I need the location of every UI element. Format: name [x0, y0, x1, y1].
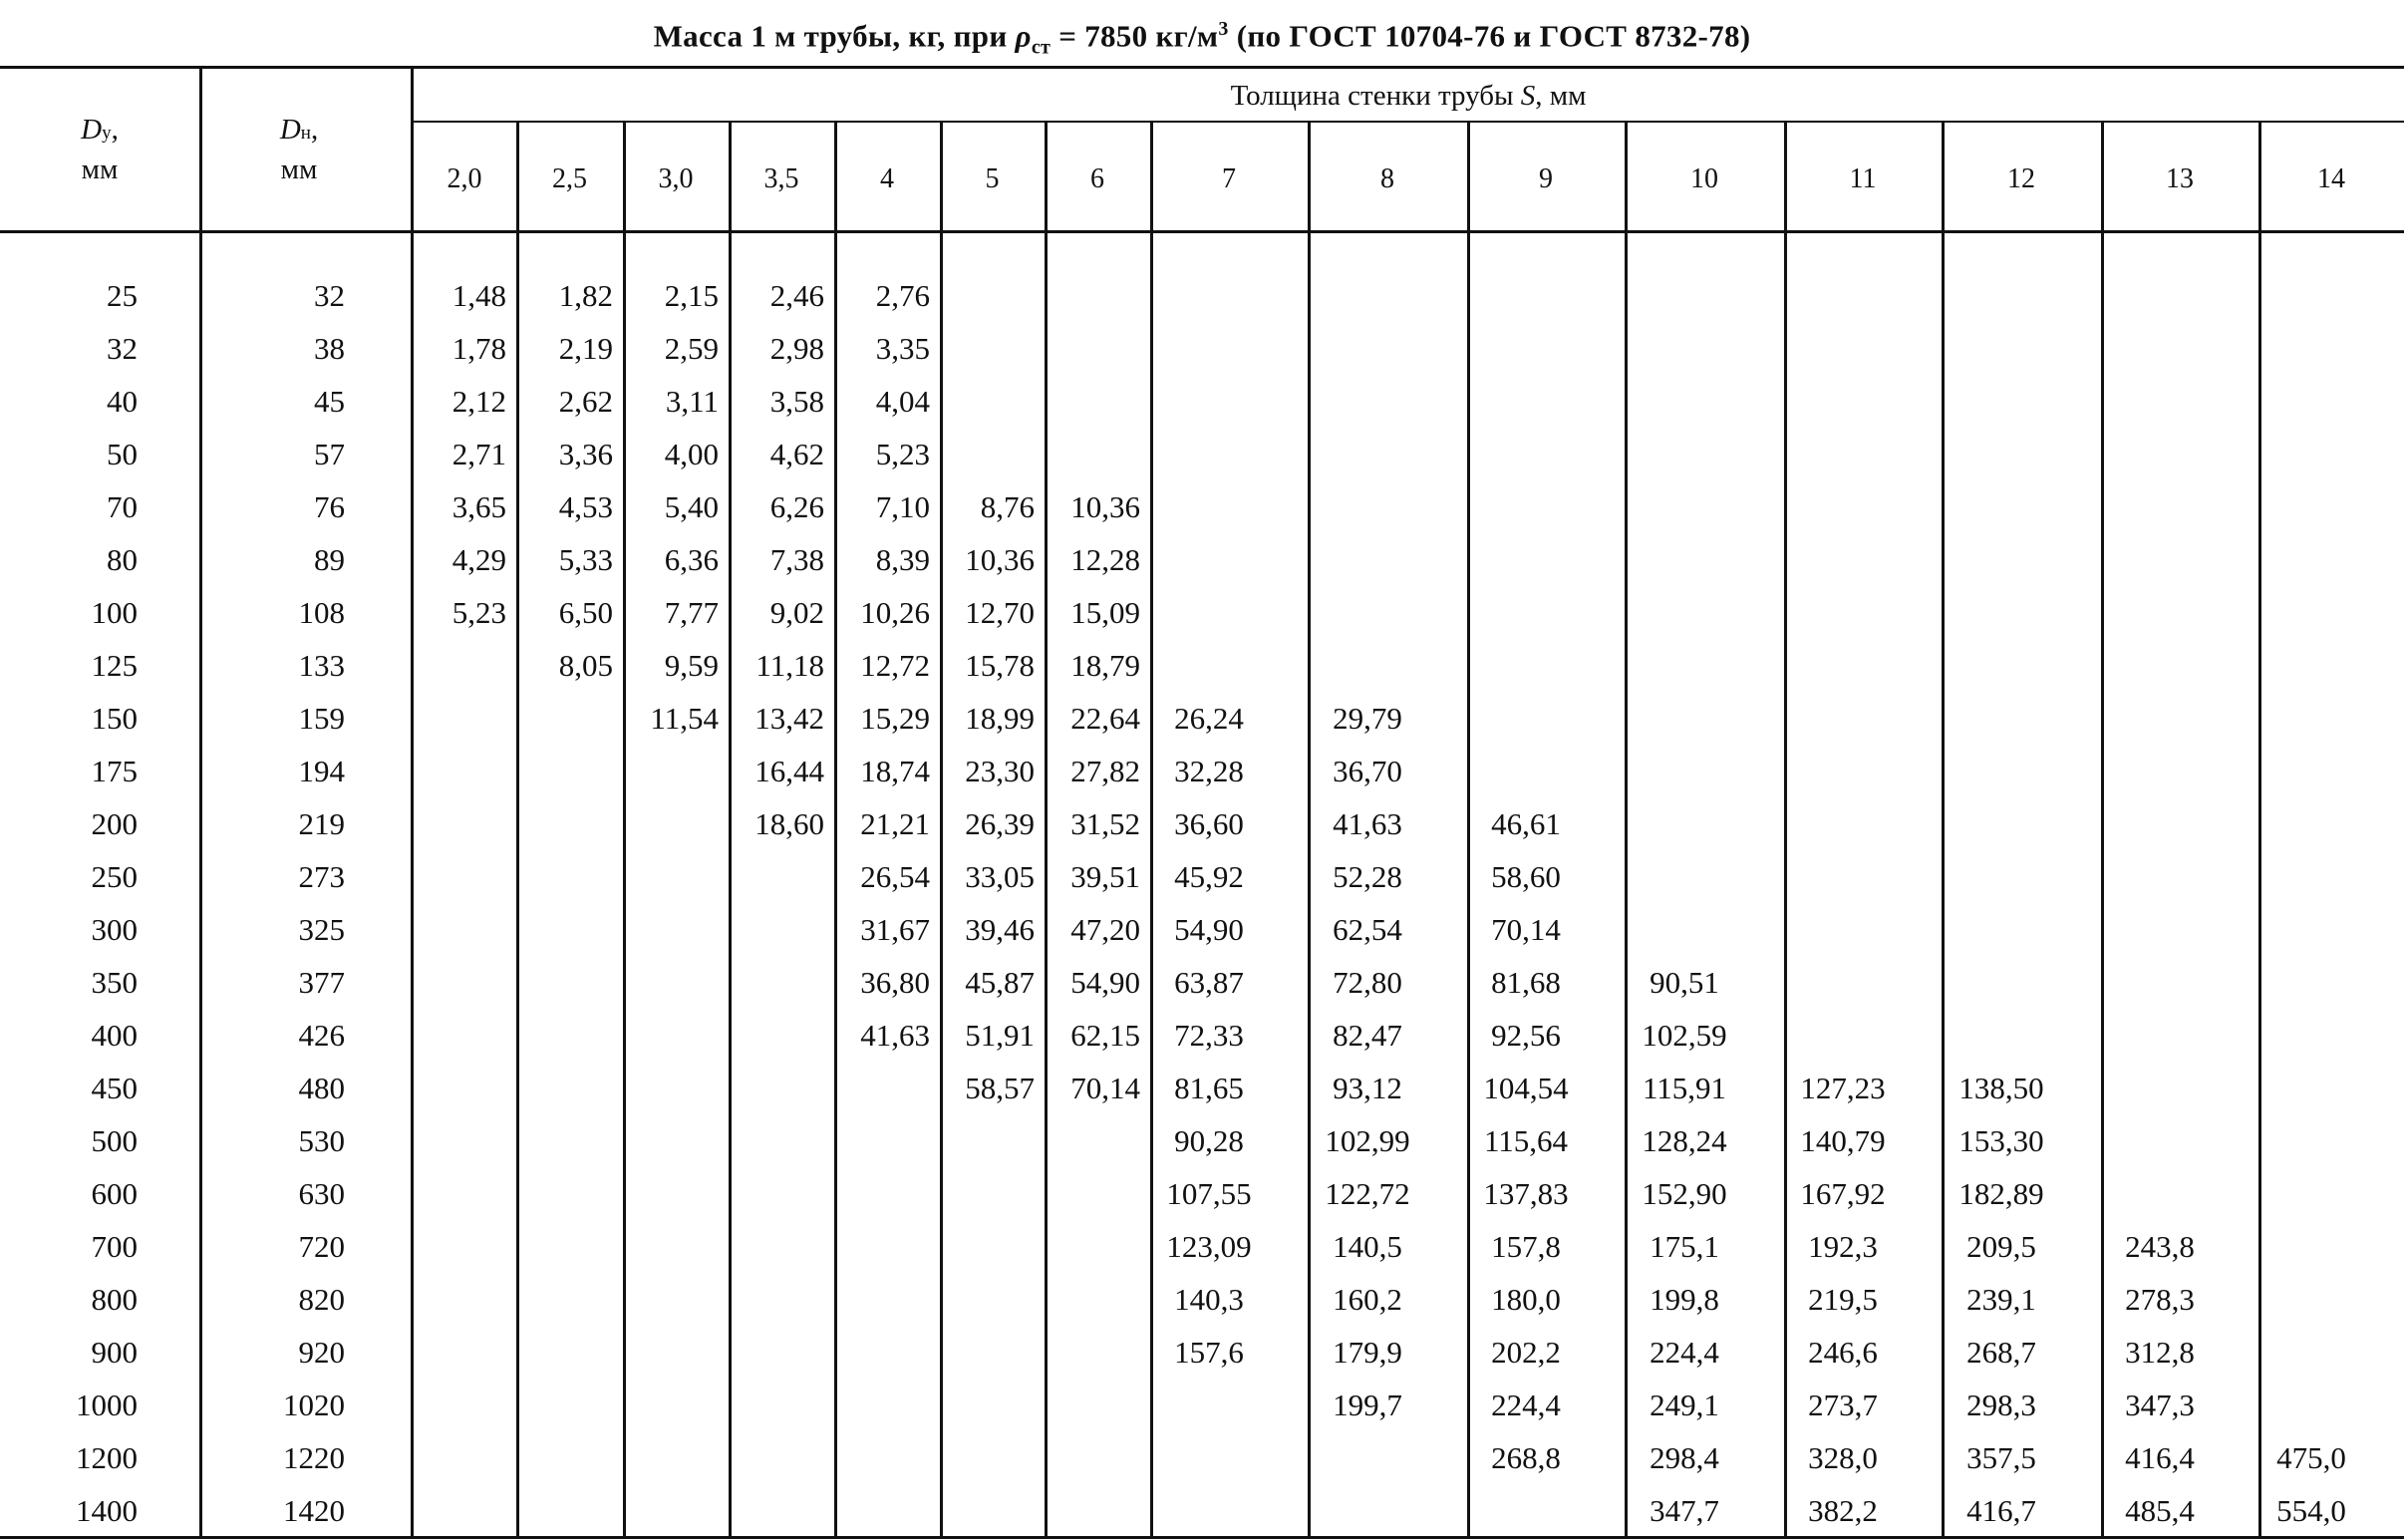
mass-cell: 47,20	[1070, 912, 1140, 947]
mass-cell: 268,8	[1491, 1440, 1561, 1475]
mass-cell: 224,4	[1650, 1335, 1719, 1370]
mass-cell: 92,56	[1491, 1018, 1561, 1053]
thickness-header-8: 8	[1380, 163, 1394, 194]
column-divider	[516, 121, 519, 1536]
column-divider	[623, 121, 626, 1536]
column-divider	[940, 121, 943, 1536]
mass-cell: 347,7	[1650, 1493, 1719, 1528]
mass-cell: 62,54	[1333, 912, 1402, 947]
wall-text: Толщина стенки трубы	[1230, 80, 1521, 112]
dn-cell: 133	[298, 648, 345, 683]
mass-cell: 2,12	[451, 384, 506, 419]
mass-cell: 1,82	[558, 278, 613, 313]
mass-cell: 3,65	[451, 489, 506, 524]
mass-cell: 157,6	[1174, 1335, 1244, 1370]
mass-cell: 7,10	[875, 489, 930, 524]
dn-cell: 325	[298, 912, 345, 947]
wall-thickness-header	[413, 76, 2404, 116]
mass-cell: 46,61	[1491, 806, 1561, 841]
mass-cell: 2,46	[769, 278, 824, 313]
mass-cell: 12,70	[965, 595, 1035, 630]
mass-cell: 18,79	[1070, 648, 1140, 683]
mass-cell: 115,91	[1642, 1071, 1727, 1105]
mass-cell: 36,80	[860, 965, 930, 1000]
dn-unit: мм	[280, 154, 318, 185]
mass-cell: 224,4	[1491, 1387, 1561, 1422]
mass-cell: 62,15	[1070, 1018, 1140, 1053]
dn-cell: 1220	[283, 1440, 345, 1475]
mass-cell: 123,09	[1166, 1229, 1252, 1264]
mass-cell: 41,63	[1333, 806, 1402, 841]
thickness-header-7: 7	[1222, 163, 1236, 194]
dy-symbol: D	[81, 114, 103, 146]
mass-cell: 45,87	[965, 965, 1035, 1000]
dn-cell: 57	[314, 437, 345, 471]
dy-cell: 50	[107, 437, 138, 471]
mass-cell: 2,98	[769, 331, 824, 366]
column-divider	[834, 121, 837, 1536]
mass-cell: 10,36	[965, 542, 1035, 577]
mass-cell: 2,71	[451, 437, 506, 471]
mass-cell: 52,28	[1333, 859, 1402, 894]
dy-cell: 40	[107, 384, 138, 419]
dn-cell: 76	[314, 489, 345, 524]
column-divider	[2258, 121, 2261, 1536]
thickness-header-4: 4	[880, 163, 894, 194]
mass-cell: 82,47	[1333, 1018, 1402, 1053]
dn-cell: 108	[298, 595, 345, 630]
mass-cell: 179,9	[1333, 1335, 1402, 1370]
mass-cell: 33,05	[965, 859, 1035, 894]
dy-cell: 70	[107, 489, 138, 524]
dn-cell: 530	[298, 1123, 345, 1158]
mass-cell: 249,1	[1650, 1387, 1719, 1422]
mass-cell: 2,59	[664, 331, 719, 366]
mass-cell: 70,14	[1491, 912, 1561, 947]
mass-cell: 18,99	[965, 701, 1035, 736]
mass-cell: 5,23	[875, 437, 930, 471]
mass-cell: 54,90	[1070, 965, 1140, 1000]
mass-cell: 13,42	[754, 701, 824, 736]
dy-cell: 175	[91, 754, 138, 788]
mass-cell: 475,0	[2276, 1440, 2346, 1475]
mass-cell: 7,77	[664, 595, 719, 630]
dy-cell: 250	[91, 859, 138, 894]
mass-cell: 81,65	[1174, 1071, 1244, 1105]
mass-cell: 2,62	[558, 384, 613, 419]
dy-cell: 150	[91, 701, 138, 736]
mass-cell: 246,6	[1808, 1335, 1878, 1370]
mass-cell: 2,76	[875, 278, 930, 313]
mass-cell: 11,54	[650, 701, 719, 736]
dy-dn-divider	[199, 66, 202, 1536]
dy-cell: 200	[91, 806, 138, 841]
mass-cell: 4,00	[664, 437, 719, 471]
dy-cell: 1200	[76, 1440, 138, 1475]
mass-cell: 58,57	[965, 1071, 1035, 1105]
mass-cell: 4,62	[769, 437, 824, 471]
mass-cell: 9,02	[769, 595, 824, 630]
mass-cell: 167,92	[1800, 1176, 1886, 1211]
mass-cell: 357,5	[1966, 1440, 2036, 1475]
mass-cell: 347,3	[2125, 1387, 2195, 1422]
mass-cell: 3,11	[665, 384, 719, 419]
bottom-border	[0, 1536, 2404, 1539]
dy-cell: 400	[91, 1018, 138, 1053]
dn-sub: н	[300, 123, 311, 144]
dy-cell: 1000	[76, 1387, 138, 1422]
dy-cell: 900	[91, 1335, 138, 1370]
mass-cell: 153,30	[1958, 1123, 2044, 1158]
mass-cell: 31,67	[860, 912, 930, 947]
mass-cell: 12,72	[860, 648, 930, 683]
mass-cell: 90,51	[1650, 965, 1719, 1000]
mass-cell: 157,8	[1491, 1229, 1561, 1264]
dy-sub: у	[102, 123, 112, 144]
dy-cell: 100	[91, 595, 138, 630]
mass-cell: 39,51	[1070, 859, 1140, 894]
mass-cell: 182,89	[1958, 1176, 2044, 1211]
mass-cell: 4,04	[875, 384, 930, 419]
dy-cell: 1400	[76, 1493, 138, 1528]
dn-cell: 1420	[283, 1493, 345, 1528]
dy-unit: мм	[81, 154, 119, 185]
thickness-header-12: 12	[2007, 163, 2035, 194]
mass-cell: 32,28	[1174, 754, 1244, 788]
thickness-header-9: 9	[1539, 163, 1553, 194]
mass-cell: 152,90	[1642, 1176, 1727, 1211]
mass-cell: 26,54	[860, 859, 930, 894]
mass-cell: 175,1	[1650, 1229, 1719, 1264]
title-rho: ρ	[1015, 18, 1032, 54]
dy-comma: ,	[111, 114, 119, 146]
mass-cell: 3,36	[558, 437, 613, 471]
dn-cell: 377	[298, 965, 345, 1000]
dy-cell: 32	[107, 331, 138, 366]
thickness-header-0: 2,0	[447, 163, 482, 194]
dy-cell: 600	[91, 1176, 138, 1211]
mass-cell: 18,60	[754, 806, 824, 841]
mass-cell: 122,72	[1325, 1176, 1410, 1211]
dn-symbol: D	[279, 114, 301, 146]
column-divider	[1784, 121, 1787, 1536]
mass-cell: 107,55	[1166, 1176, 1252, 1211]
dn-cell: 1020	[283, 1387, 345, 1422]
column-divider	[1625, 121, 1628, 1536]
mass-cell: 4,53	[558, 489, 613, 524]
dn-cell: 630	[298, 1176, 345, 1211]
mass-cell: 36,60	[1174, 806, 1244, 841]
mass-cell: 29,79	[1333, 701, 1402, 736]
mass-cell: 278,3	[2125, 1282, 2195, 1317]
dn-cell: 720	[298, 1229, 345, 1264]
column-divider	[2101, 121, 2104, 1536]
dy-cell: 25	[107, 278, 138, 313]
mass-cell: 12,28	[1070, 542, 1140, 577]
thickness-header-11: 11	[1849, 163, 1877, 194]
mass-cell: 239,1	[1966, 1282, 2036, 1317]
mass-cell: 23,30	[965, 754, 1035, 788]
column-divider	[1308, 121, 1311, 1536]
mass-cell: 382,2	[1808, 1493, 1878, 1528]
mass-cell: 6,26	[769, 489, 824, 524]
mass-cell: 45,92	[1174, 859, 1244, 894]
wall-header-divider	[413, 121, 2404, 123]
column-divider	[1942, 121, 1945, 1536]
dn-comma: ,	[310, 114, 319, 146]
dy-cell: 80	[107, 542, 138, 577]
mass-cell: 138,50	[1958, 1071, 2044, 1105]
mass-cell: 26,24	[1174, 701, 1244, 736]
mass-cell: 4,29	[451, 542, 506, 577]
mass-cell: 26,39	[965, 806, 1035, 841]
mass-cell: 312,8	[2125, 1335, 2195, 1370]
mass-cell: 63,87	[1174, 965, 1244, 1000]
title-sup: 3	[1218, 18, 1229, 40]
thickness-header-13: 13	[2166, 163, 2194, 194]
thickness-header-2: 3,0	[658, 163, 694, 194]
mass-cell: 31,52	[1070, 806, 1140, 841]
mass-cell: 140,79	[1800, 1123, 1886, 1158]
mass-cell: 160,2	[1333, 1282, 1402, 1317]
dn-cell: 426	[298, 1018, 345, 1053]
dy-cell: 350	[91, 965, 138, 1000]
wall-symbol: S	[1520, 80, 1536, 112]
mass-cell: 115,64	[1483, 1123, 1569, 1158]
mass-cell: 11,18	[755, 648, 824, 683]
mass-cell: 16,44	[754, 754, 824, 788]
mass-cell: 199,8	[1650, 1282, 1719, 1317]
mass-cell: 3,35	[875, 331, 930, 366]
dy-cell: 450	[91, 1071, 138, 1105]
dn-cell: 45	[314, 384, 345, 419]
column-divider	[1045, 121, 1048, 1536]
dn-cell: 194	[298, 754, 345, 788]
dn-cell: 89	[314, 542, 345, 577]
mass-cell: 5,33	[558, 542, 613, 577]
mass-cell: 81,68	[1491, 965, 1561, 1000]
mass-cell: 15,78	[965, 648, 1035, 683]
dn-cell: 273	[298, 859, 345, 894]
mass-cell: 104,54	[1483, 1071, 1569, 1105]
mass-cell: 15,29	[860, 701, 930, 736]
mass-cell: 9,59	[664, 648, 719, 683]
mass-cell: 199,7	[1333, 1387, 1402, 1422]
mass-cell: 2,19	[558, 331, 613, 366]
mass-cell: 268,7	[1966, 1335, 2036, 1370]
mass-cell: 2,15	[664, 278, 719, 313]
mass-cell: 15,09	[1070, 595, 1140, 630]
mass-cell: 102,99	[1325, 1123, 1410, 1158]
mass-cell: 140,5	[1333, 1229, 1402, 1264]
mass-cell: 36,70	[1333, 754, 1402, 788]
mass-cell: 72,33	[1174, 1018, 1244, 1053]
mass-cell: 70,14	[1070, 1071, 1140, 1105]
thickness-header-3: 3,5	[763, 163, 799, 194]
thickness-header-6: 6	[1090, 163, 1104, 194]
mass-cell: 72,80	[1333, 965, 1402, 1000]
title-rho-sub: ст	[1031, 36, 1052, 59]
dy-cell: 125	[91, 648, 138, 683]
mass-cell: 93,12	[1333, 1071, 1402, 1105]
column-divider	[1150, 121, 1153, 1536]
top-border	[0, 66, 2404, 69]
thickness-header-10: 10	[1690, 163, 1718, 194]
mass-cell: 416,4	[2125, 1440, 2195, 1475]
dn-cell: 32	[314, 278, 345, 313]
mass-cell: 51,91	[965, 1018, 1035, 1053]
dn-cell: 820	[298, 1282, 345, 1317]
mass-cell: 192,3	[1808, 1229, 1878, 1264]
dy-cell: 500	[91, 1123, 138, 1158]
mass-cell: 54,90	[1174, 912, 1244, 947]
mass-cell: 416,7	[1966, 1493, 2036, 1528]
mass-cell: 180,0	[1491, 1282, 1561, 1317]
mass-cell: 10,36	[1070, 489, 1140, 524]
dn-values-divider	[411, 66, 414, 1536]
mass-cell: 6,50	[558, 595, 613, 630]
mass-cell: 328,0	[1808, 1440, 1878, 1475]
dn-cell: 159	[298, 701, 345, 736]
mass-cell: 8,76	[980, 489, 1035, 524]
thickness-header-5: 5	[985, 163, 1000, 194]
mass-cell: 7,38	[769, 542, 824, 577]
mass-cell: 102,59	[1642, 1018, 1727, 1053]
thickness-header-1: 2,5	[552, 163, 587, 194]
mass-cell: 1,48	[451, 278, 506, 313]
title-suffix: (по ГОСТ 10704-76 и ГОСТ 8732-78)	[1228, 18, 1751, 54]
mass-cell: 39,46	[965, 912, 1035, 947]
mass-cell: 128,24	[1642, 1123, 1727, 1158]
thickness-header-14: 14	[2317, 163, 2345, 194]
mass-cell: 273,7	[1808, 1387, 1878, 1422]
mass-cell: 27,82	[1070, 754, 1140, 788]
mass-cell: 3,58	[769, 384, 824, 419]
mass-cell: 298,3	[1966, 1387, 2036, 1422]
title-mid: = 7850 кг/м	[1051, 18, 1219, 54]
mass-cell: 8,39	[875, 542, 930, 577]
mass-cell: 140,3	[1174, 1282, 1244, 1317]
mass-cell: 1,78	[451, 331, 506, 366]
mass-cell: 127,23	[1800, 1071, 1886, 1105]
mass-cell: 8,05	[558, 648, 613, 683]
mass-cell: 243,8	[2125, 1229, 2195, 1264]
mass-cell: 10,26	[860, 595, 930, 630]
dy-header	[40, 112, 159, 187]
dy-cell: 300	[91, 912, 138, 947]
mass-cell: 485,4	[2125, 1493, 2195, 1528]
dn-cell: 920	[298, 1335, 345, 1370]
mass-cell: 5,23	[451, 595, 506, 630]
dn-cell: 38	[314, 331, 345, 366]
mass-cell: 22,64	[1070, 701, 1140, 736]
wall-unit: , мм	[1535, 80, 1587, 112]
mass-cell: 137,83	[1483, 1176, 1569, 1211]
column-divider	[1467, 121, 1470, 1536]
dy-cell: 700	[91, 1229, 138, 1264]
dn-cell: 219	[298, 806, 345, 841]
dn-cell: 480	[298, 1071, 345, 1105]
column-divider	[729, 121, 732, 1536]
mass-cell: 202,2	[1491, 1335, 1561, 1370]
mass-cell: 219,5	[1808, 1282, 1878, 1317]
dn-header	[239, 112, 359, 187]
mass-cell: 5,40	[664, 489, 719, 524]
title-prefix: Масса 1 м трубы, кг, при	[653, 18, 1016, 54]
mass-cell: 21,21	[860, 806, 930, 841]
header-bottom-border	[0, 230, 2404, 233]
mass-cell: 6,36	[664, 542, 719, 577]
mass-cell: 298,4	[1650, 1440, 1719, 1475]
dy-cell: 800	[91, 1282, 138, 1317]
mass-cell: 90,28	[1174, 1123, 1244, 1158]
mass-cell: 554,0	[2276, 1493, 2346, 1528]
mass-cell: 58,60	[1491, 859, 1561, 894]
mass-cell: 209,5	[1966, 1229, 2036, 1264]
mass-cell: 41,63	[860, 1018, 930, 1053]
mass-cell: 18,74	[860, 754, 930, 788]
